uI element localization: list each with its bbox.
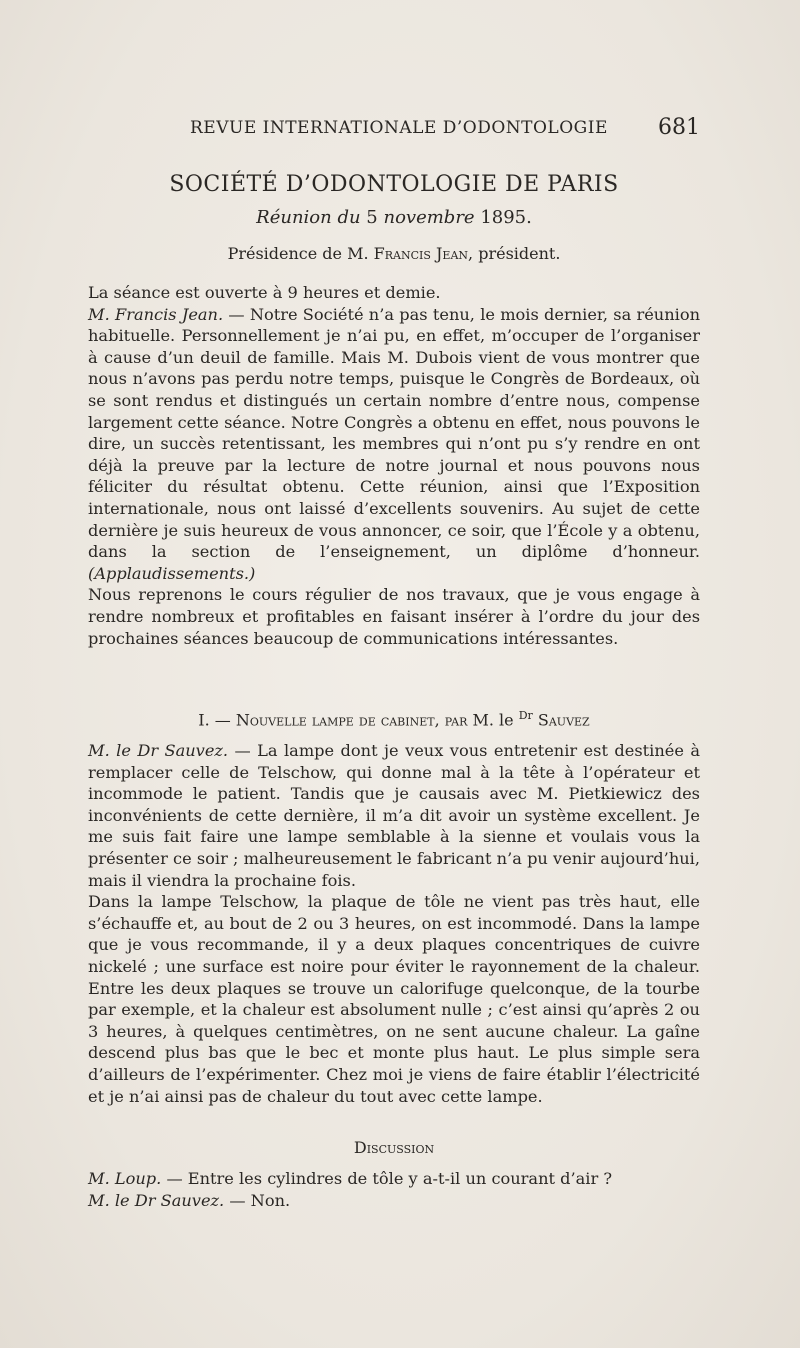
president-speech: — Notre Société n’a pas tenu, le mois dernier, sa réunion habituelle. Personnellement je n’ai pu, en effet, m’occuper de l’organiser à cause d’un deuil de famille. Mais M. Dubois vient de vous montrer que nous n’avons pas perdu notre temps, puisque le Congrès de Bordeaux, où se sont rendus et distingués un certain nombre d’entre nous, compense largement cette séance. Notre Congrès a obtenu en effet, nous pouvons le dire, un succès retentissant, les membres qui n’ont pu s’y rendre en ont déjà la preuve par la lecture de notre journal et nous pouvons nous féliciter du résultat obtenu. Cette réunion, ainsi que l’Exposition internationale, nous ont laissé d’excellents souvenirs. Au sujet de cette dernière je suis heureux de vous annoncer, ce soir, que l’École y a obtenu, dans la section de l’enseignement, un diplôme d’honneur. xyxy=(88,304,700,562)
meeting-label: Réunion du xyxy=(256,207,361,228)
section-author: Sauvez xyxy=(537,710,590,730)
meeting-date xyxy=(88,207,700,228)
sauvez-section xyxy=(88,740,700,1107)
section-heading xyxy=(88,709,700,729)
applause-note: (Applaudissements.) xyxy=(88,563,256,583)
speaker-name: M. Loup. xyxy=(88,1169,162,1188)
section-dr: Dr xyxy=(518,709,533,722)
sauvez-paragraph-2 xyxy=(88,891,700,1107)
speaker-name: M. Francis Jean. xyxy=(88,304,224,324)
section-title: Nouvelle lampe de cabinet, par xyxy=(235,710,468,730)
presidence-suffix: , président. xyxy=(468,244,561,263)
discussion-line-2 xyxy=(88,1190,700,1212)
meeting-month: novembre xyxy=(383,207,475,228)
meeting-year: 1895. xyxy=(480,207,532,228)
page-header xyxy=(88,115,700,142)
sauvez-paragraph-1 xyxy=(88,740,700,891)
president-name: Francis Jean xyxy=(373,244,469,263)
discussion-text-2: — Non. xyxy=(224,1190,291,1210)
president-paragraph xyxy=(88,304,700,585)
page-number: 681 xyxy=(658,115,700,140)
discussion-section xyxy=(88,1168,700,1211)
opening-text: La séance est ouverte à 9 heures et demie. xyxy=(88,283,441,302)
speaker-name: M. le Dr Sauvez. xyxy=(88,1190,225,1210)
article-title: SOCIÉTÉ D’ODONTOLOGIE DE PARIS xyxy=(169,172,619,197)
meeting-day: 5 xyxy=(366,207,378,228)
intro-section xyxy=(88,282,700,649)
presidence-prefix: Présidence de M. xyxy=(227,244,369,263)
presidence-line xyxy=(88,244,700,263)
closing-paragraph xyxy=(88,584,700,649)
speaker-name: M. le Dr Sauvez. xyxy=(88,741,229,760)
discussion-text-1: — Entre les cylindres de tôle y a-t-il un courant d’air ? xyxy=(161,1169,613,1188)
discussion-heading: Discussion xyxy=(353,1138,435,1157)
opening-paragraph xyxy=(88,282,700,304)
running-title: REVUE INTERNATIONALE D’ODONTOLOGIE xyxy=(190,118,608,138)
section-number: I. — xyxy=(198,710,231,730)
discussion-line-1 xyxy=(88,1168,700,1190)
sauvez-speech-2: Dans la lampe Telschow, la plaque de tôle ne vient pas très haut, elle s’échauffe et, au bout de 2 ou 3 heures, on est incommodé. Dans la lampe que je vous recommande, il y a deux plaques concentriques de cuivre nickelé ; une surface est noire pour éviter le rayonnement de la chaleur. Entre les deux plaques se trouve un calorifuge quelconque, de la tourbe par exemple, et la chaleur est absolument nulle ; c’est ainsi qu’après 2 ou 3 heures, à quelques centimètres, on ne sent aucune chaleur. La gaîne descend plus bas que le bec et monte plus haut. Le plus simple sera d’ailleurs de l’expérimenter. Chez moi je viens de faire établir l’électricité et je n’ai ainsi pas de chaleur du tout avec cette lampe. xyxy=(88,892,700,1106)
sauvez-speech-1: — La lampe dont je veux vous entretenir est destinée à remplacer celle de Telschow, qui donne mal à la tête à l’opérateur et incommode le patient. Tandis que je causais avec M. Pietkiewicz des inconvénients de cette dernière, il m’a dit avoir un système excellent. Je me suis fait faire une lampe semblable à la sienne et voulais vous la présenter ce soir ; malheureusement le fabricant n’a pu venir aujourd’hui, mais il viendra la prochaine fois. xyxy=(88,741,700,890)
closing-text: Nous reprenons le cours régulier de nos travaux, que je vous engage à rendre nombreux et profitables en faisant insérer à l’ordre du jour des prochaines séances beaucoup de communications intéressantes. xyxy=(88,585,700,648)
section-by: M. le xyxy=(472,710,514,730)
